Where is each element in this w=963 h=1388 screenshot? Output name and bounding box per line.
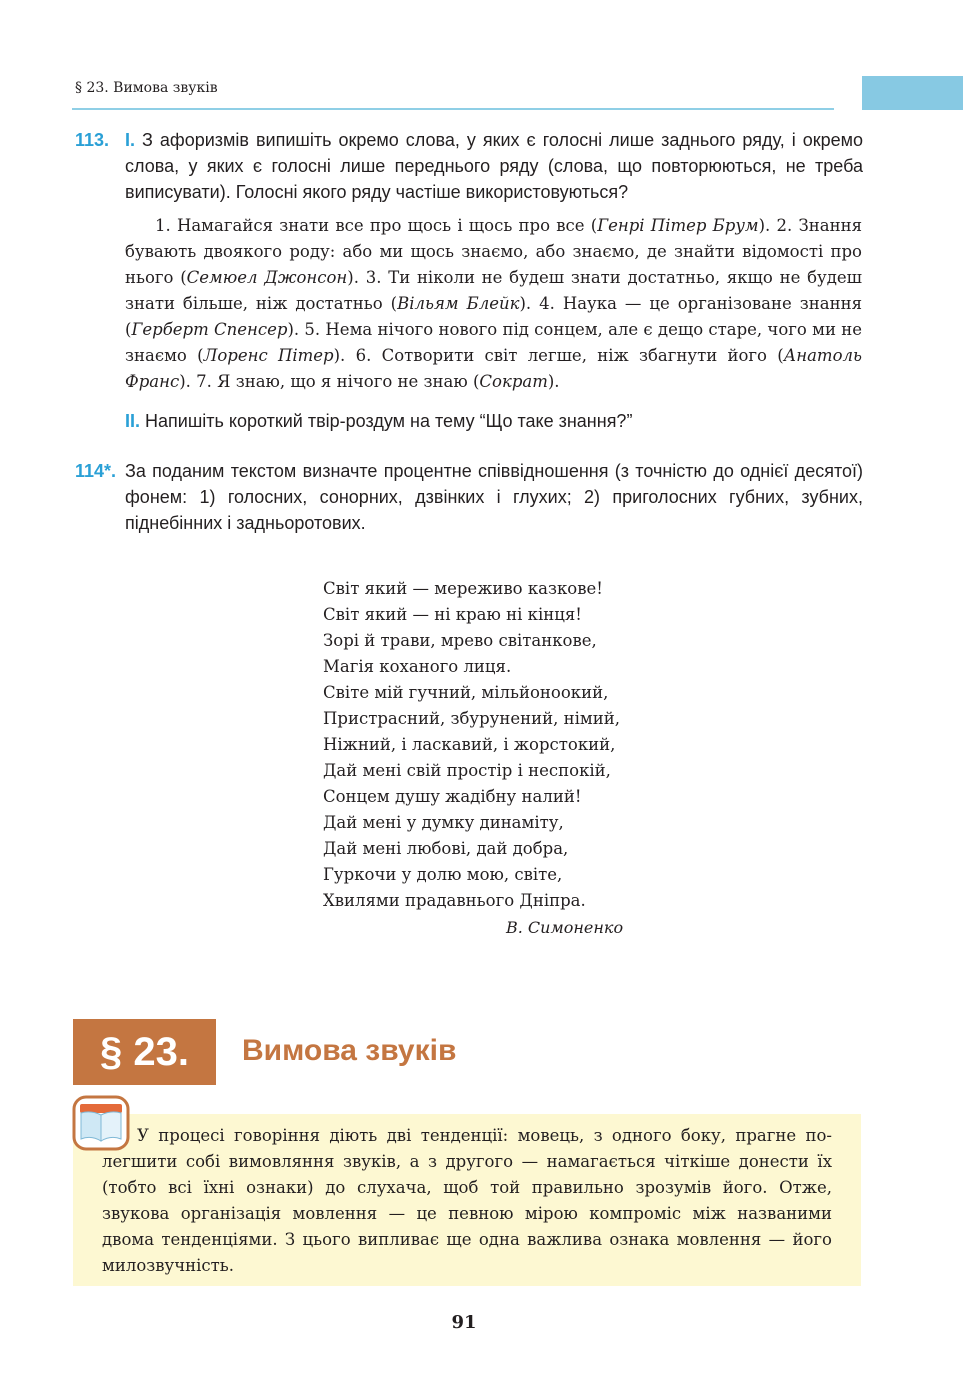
poem-line: Зорі й трави, мрево світанкове, — [323, 631, 597, 650]
quote-3: 3. Ти ніколи не будеш знати достатньо, якщо не будеш знати більше, ніж достатньо (Вільям Блейк). — [125, 268, 862, 313]
poem-line: Світе мій гучний, мільйоноокий, — [323, 683, 609, 702]
part-marker: I. — [125, 130, 136, 150]
quote-1: 1. Намагайся знати все про щось і щось про все (Генрі Пітер Брум). — [155, 216, 777, 235]
quote-author: Семюел Джонсон — [186, 268, 348, 287]
poem-line: Пристрасний, збурунений, німий, — [323, 709, 620, 728]
exercise-113-part2 — [125, 408, 862, 434]
rule-text: У процесі говоріння діють дві тенденції: мовець, з одного боку, прагне полегшити собі вимовляння звуків, а з другого — намагається чіткіше донести їх (тобто всі їхні ознаки) до слухача, щоб той правильно зрозумів його. Отже, звукова організація мовлення — це певною мірою компроміс між названими двома тенденціями. З цього випливає ще одна важлива ознака мовлення — його милозвучність. — [102, 1126, 832, 1275]
poem-author: В. Симоненко — [506, 918, 624, 937]
exercise-114 — [75, 458, 863, 536]
quote-author: Вільям Блейк — [397, 294, 520, 313]
poem-line: Світ який — ні краю ні кінця! — [323, 605, 582, 624]
running-header: § 23. Вимова звуків — [75, 80, 218, 96]
poem-line: Хвилями прадавнього Дніпра. — [323, 891, 586, 910]
poem-line: Ніжний, і ласкавий, і жорстокий, — [323, 735, 616, 754]
quote-6: 6. Сотворити світ легше, ніж збагнути його (Анатоль Франс). — [125, 346, 862, 391]
quote-2: 2. Знання бувають двоякого роду: або ми щось знаємо, або знаємо, де знайти відомості про нього (Семюел Джонсон). — [125, 216, 862, 287]
quote-5: 5. Нема нічого нового під сонцем, але є дещо старе, чого ми не знаємо (Лоренс Пітер). — [125, 320, 862, 365]
quote-author: Лоренс Пітер — [203, 346, 334, 365]
part2-task: Напишіть короткий твір-роздум на тему “Що таке знання?” — [140, 411, 633, 431]
quote-4: 4. Наука — це організоване знання (Герберт Спенсер). — [125, 294, 862, 339]
aphorisms-block — [125, 213, 862, 395]
quote-7: 7. Я знаю, що я нічого не знаю (Сократ). — [196, 372, 560, 391]
exercise-task — [125, 127, 863, 205]
poem — [323, 576, 620, 914]
header-color-tab — [862, 76, 963, 110]
exercise-task: За поданим текстом визначте процентне співвідношення (з точністю до однієї десятої) фонем: 1) голосних, сонорних, дзвінких і глухих; 2) приголосних губних, зубних, піднебінних і задньоротових. — [125, 461, 863, 533]
quote-author: Сократ — [479, 372, 548, 391]
page-number: 91 — [451, 1312, 477, 1333]
exercise-number: 113. — [75, 130, 110, 150]
quote-author: Анатоль Франс — [125, 346, 862, 391]
poem-line: Дай мені у думку динаміту, — [323, 813, 564, 832]
poem-line: Магія коханого лиця. — [323, 657, 512, 676]
quote-author: Генрі Пітер Брум — [597, 216, 759, 235]
poem-line: Сонцем душу жадібну налий! — [323, 787, 582, 806]
task-text: З афоризмів випишіть окремо слова, у яких є голосні лише заднього ряду, і окремо слова, у яких є голосні лише переднього ряду (слова, що повторюються, не треба виписувати). Голосні якого ряду частіше використовуються? — [125, 130, 863, 202]
quote-author: Герберт Спенсер — [131, 320, 288, 339]
poem-line: Дай мені свій простір і неспокій, — [323, 761, 611, 780]
part-marker: II. — [125, 411, 141, 431]
poem-line: Гуркочи у долю мою, світе, — [323, 865, 563, 884]
exercise-number: 114*. — [75, 461, 117, 481]
section-title: Вимова звуків — [242, 1034, 457, 1067]
section-number-badge: § 23. — [73, 1019, 216, 1085]
header-divider — [72, 108, 834, 110]
poem-line: Світ який — мереживо казкове! — [323, 579, 603, 598]
exercise-113 — [75, 127, 863, 205]
poem-line: Дай мені любові, дай добра, — [323, 839, 569, 858]
